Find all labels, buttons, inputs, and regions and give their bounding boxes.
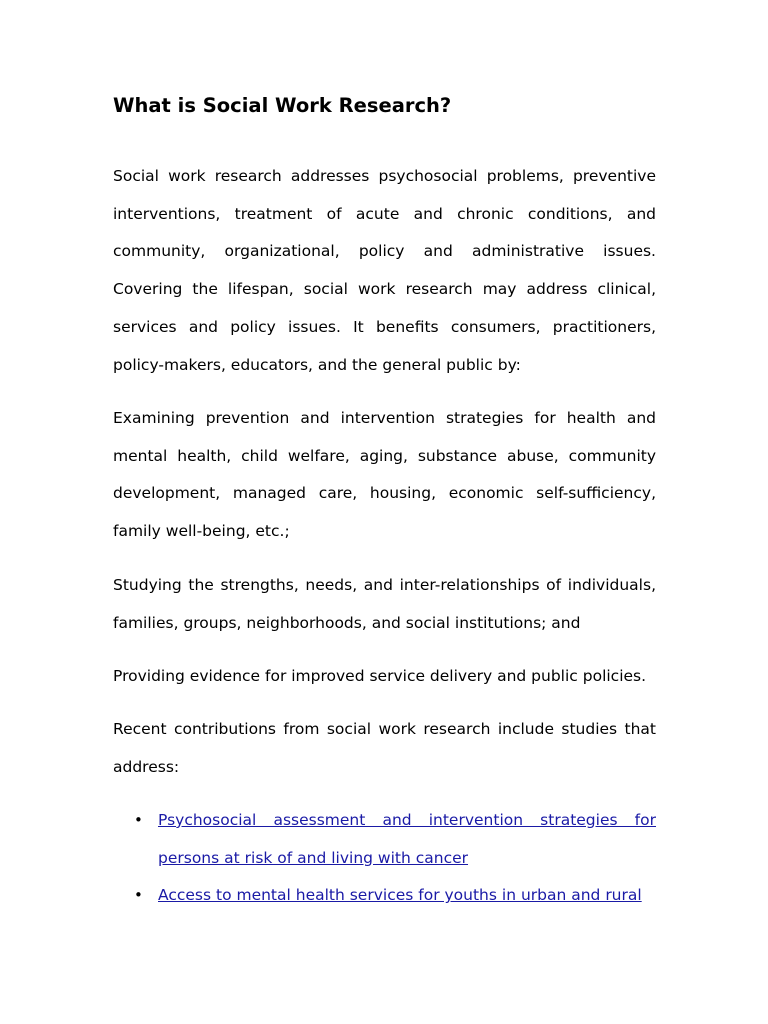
mental-health-access-link[interactable]: Access to mental health services for youths in urban and rural — [158, 886, 642, 905]
bullet-icon: • — [134, 811, 143, 829]
studying-paragraph: Studying the strengths, needs, and inter-relationships of individuals, families, groups, neighborhoods, and social institutions; and — [113, 576, 656, 632]
bullet-icon: • — [134, 886, 143, 905]
list-item — [113, 877, 656, 915]
recent-contributions-paragraph: Recent contributions from social work research include studies that address: — [113, 720, 656, 776]
list-item — [113, 802, 656, 877]
intro-paragraph: Social work research addresses psychosocial problems, preventive interventions, treatment of acute and chronic conditions, and community, organizational, policy and administrative issues. Covering the lifespan, social work research may address clinical, services and policy issues. It benefits consumers, practitioners, policy-makers, educators, and the general public by: — [113, 167, 656, 374]
providing-paragraph: Providing evidence for improved service delivery and public policies. — [113, 667, 647, 685]
page-title: What is Social Work Research? — [113, 94, 452, 117]
contributions-list — [113, 802, 656, 915]
cancer-research-link[interactable]: Psychosocial assessment and intervention strategies for persons at risk of and living with cancer — [158, 811, 656, 867]
examining-paragraph: Examining prevention and intervention strategies for health and mental health, child welfare, aging, substance abuse, community development, managed care, housing, economic self-sufficiency, family well-being, etc.; — [113, 409, 656, 541]
